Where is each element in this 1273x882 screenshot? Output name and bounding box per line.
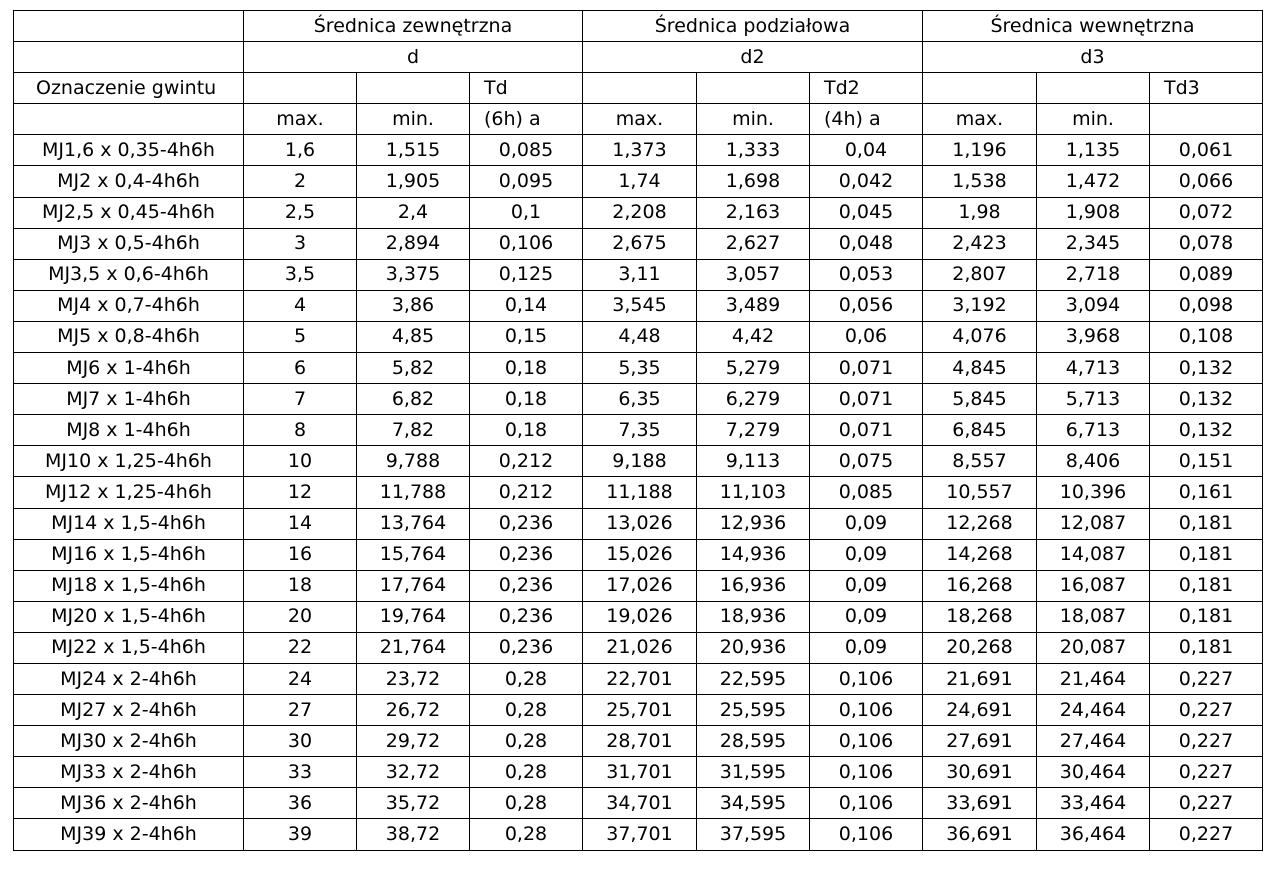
cell-td: 0,085: [470, 135, 583, 166]
header-tolerance-td3: Td3: [1150, 73, 1263, 104]
cell-d3-min: 6,713: [1037, 415, 1150, 446]
cell-d2-max: 25,701: [583, 695, 697, 726]
table-row: [14, 353, 1263, 384]
cell-d2-min: 20,936: [697, 632, 810, 663]
header-row-symbols: [14, 42, 1263, 73]
cell-d-max: 2,5: [244, 197, 357, 228]
cell-td2: 0,045: [810, 197, 923, 228]
cell-td3: 0,061: [1150, 135, 1263, 166]
cell-td3: 0,161: [1150, 477, 1263, 508]
table-row: [14, 477, 1263, 508]
cell-td: 0,28: [470, 663, 583, 694]
cell-d3-min: 36,464: [1037, 819, 1150, 850]
cell-d-max: 16: [244, 539, 357, 570]
cell-thread-designation: MJ27 x 2-4h6h: [14, 695, 244, 726]
header-max-d: max.: [244, 104, 357, 135]
cell-thread-designation: MJ3 x 0,5-4h6h: [14, 228, 244, 259]
cell-d2-max: 1,373: [583, 135, 697, 166]
cell-d2-min: 25,595: [697, 695, 810, 726]
cell-thread-designation: MJ22 x 1,5-4h6h: [14, 632, 244, 663]
cell-d-max: 39: [244, 819, 357, 850]
cell-td3: 0,181: [1150, 539, 1263, 570]
cell-d-max: 3,5: [244, 259, 357, 290]
cell-thread-designation: MJ6 x 1-4h6h: [14, 353, 244, 384]
table-row: [14, 135, 1263, 166]
header-row-sub: [14, 104, 1263, 135]
cell-d3-min: 24,464: [1037, 695, 1150, 726]
cell-thread-designation: MJ10 x 1,25-4h6h: [14, 446, 244, 477]
cell-d-min: 1,905: [357, 166, 470, 197]
cell-thread-designation: MJ33 x 2-4h6h: [14, 757, 244, 788]
cell-td: 0,236: [470, 508, 583, 539]
cell-d-min: 2,894: [357, 228, 470, 259]
cell-d3-min: 27,464: [1037, 726, 1150, 757]
thread-dimensions-table: [13, 10, 1263, 851]
cell-thread-designation: MJ1,6 x 0,35-4h6h: [14, 135, 244, 166]
cell-d3-min: 33,464: [1037, 788, 1150, 819]
table-row: [14, 228, 1263, 259]
cell-d-min: 7,82: [357, 415, 470, 446]
cell-d2-max: 2,675: [583, 228, 697, 259]
cell-td2: 0,09: [810, 539, 923, 570]
cell-td3: 0,227: [1150, 819, 1263, 850]
cell-td3: 0,227: [1150, 757, 1263, 788]
cell-td: 0,28: [470, 819, 583, 850]
header-row-groups: [14, 11, 1263, 42]
cell-td3: 0,132: [1150, 384, 1263, 415]
cell-d-min: 38,72: [357, 819, 470, 850]
cell-td: 0,15: [470, 321, 583, 352]
cell-d2-min: 16,936: [697, 570, 810, 601]
cell-d2-min: 37,595: [697, 819, 810, 850]
cell-d2-max: 15,026: [583, 539, 697, 570]
cell-thread-designation: MJ30 x 2-4h6h: [14, 726, 244, 757]
cell-td2: 0,106: [810, 788, 923, 819]
cell-d-min: 17,764: [357, 570, 470, 601]
cell-d3-max: 3,192: [923, 290, 1037, 321]
cell-d2-min: 11,103: [697, 477, 810, 508]
cell-d-max: 2: [244, 166, 357, 197]
cell-d2-max: 31,701: [583, 757, 697, 788]
header-thread-designation: Oznaczenie gwintu: [14, 73, 244, 104]
cell-d2-min: 7,279: [697, 415, 810, 446]
cell-td: 0,212: [470, 477, 583, 508]
cell-d2-max: 6,35: [583, 384, 697, 415]
table-row: [14, 601, 1263, 632]
cell-d-max: 18: [244, 570, 357, 601]
cell-td3: 0,227: [1150, 695, 1263, 726]
table-row: [14, 819, 1263, 850]
cell-thread-designation: MJ24 x 2-4h6h: [14, 663, 244, 694]
cell-d2-min: 14,936: [697, 539, 810, 570]
cell-td2: 0,06: [810, 321, 923, 352]
cell-d3-max: 30,691: [923, 757, 1037, 788]
cell-d-max: 1,6: [244, 135, 357, 166]
cell-td3: 0,181: [1150, 570, 1263, 601]
cell-td: 0,1: [470, 197, 583, 228]
cell-d2-max: 11,188: [583, 477, 697, 508]
cell-td3: 0,227: [1150, 726, 1263, 757]
cell-d2-max: 1,74: [583, 166, 697, 197]
cell-d2-max: 5,35: [583, 353, 697, 384]
cell-td3: 0,066: [1150, 166, 1263, 197]
cell-thread-designation: MJ2 x 0,4-4h6h: [14, 166, 244, 197]
cell-thread-designation: MJ5 x 0,8-4h6h: [14, 321, 244, 352]
header-empty-cell: [923, 73, 1037, 104]
cell-d-max: 5: [244, 321, 357, 352]
cell-d-min: 2,4: [357, 197, 470, 228]
cell-d-min: 3,375: [357, 259, 470, 290]
cell-d2-min: 4,42: [697, 321, 810, 352]
cell-td2: 0,048: [810, 228, 923, 259]
cell-d3-min: 5,713: [1037, 384, 1150, 415]
cell-d2-min: 1,698: [697, 166, 810, 197]
cell-td3: 0,181: [1150, 632, 1263, 663]
cell-td: 0,236: [470, 632, 583, 663]
cell-td3: 0,181: [1150, 508, 1263, 539]
cell-td2: 0,106: [810, 757, 923, 788]
cell-d-min: 15,764: [357, 539, 470, 570]
cell-td2: 0,106: [810, 695, 923, 726]
cell-d2-min: 12,936: [697, 508, 810, 539]
cell-td2: 0,056: [810, 290, 923, 321]
cell-td2: 0,04: [810, 135, 923, 166]
table-row: [14, 446, 1263, 477]
header-tol-class-d2: (4h) a: [810, 104, 923, 135]
table-row: [14, 321, 1263, 352]
table-row: [14, 539, 1263, 570]
cell-d2-max: 17,026: [583, 570, 697, 601]
cell-d-min: 5,82: [357, 353, 470, 384]
cell-td3: 0,078: [1150, 228, 1263, 259]
cell-d-min: 9,788: [357, 446, 470, 477]
cell-thread-designation: MJ3,5 x 0,6-4h6h: [14, 259, 244, 290]
cell-d3-max: 33,691: [923, 788, 1037, 819]
cell-d2-max: 21,026: [583, 632, 697, 663]
cell-d-min: 35,72: [357, 788, 470, 819]
header-tolerance-td2: Td2: [810, 73, 923, 104]
cell-td: 0,28: [470, 695, 583, 726]
cell-d3-max: 1,538: [923, 166, 1037, 197]
table-row: [14, 166, 1263, 197]
cell-d3-max: 4,845: [923, 353, 1037, 384]
cell-td2: 0,106: [810, 819, 923, 850]
cell-td3: 0,108: [1150, 321, 1263, 352]
cell-d2-max: 37,701: [583, 819, 697, 850]
cell-thread-designation: MJ14 x 1,5-4h6h: [14, 508, 244, 539]
cell-d2-max: 7,35: [583, 415, 697, 446]
header-row-tolerance: [14, 73, 1263, 104]
cell-thread-designation: MJ20 x 1,5-4h6h: [14, 601, 244, 632]
cell-td: 0,125: [470, 259, 583, 290]
cell-td: 0,095: [470, 166, 583, 197]
table-row: [14, 415, 1263, 446]
cell-d-max: 3: [244, 228, 357, 259]
cell-d-max: 10: [244, 446, 357, 477]
cell-d2-min: 5,279: [697, 353, 810, 384]
header-symbol-d2: d2: [583, 42, 923, 73]
cell-td: 0,212: [470, 446, 583, 477]
cell-d2-min: 2,627: [697, 228, 810, 259]
cell-d3-min: 3,094: [1037, 290, 1150, 321]
table-row: [14, 663, 1263, 694]
cell-d-max: 30: [244, 726, 357, 757]
cell-td: 0,18: [470, 415, 583, 446]
cell-d3-min: 2,345: [1037, 228, 1150, 259]
cell-d-max: 4: [244, 290, 357, 321]
cell-d-min: 23,72: [357, 663, 470, 694]
cell-d3-max: 2,423: [923, 228, 1037, 259]
cell-d3-min: 30,464: [1037, 757, 1150, 788]
cell-d2-min: 3,057: [697, 259, 810, 290]
header-empty-cell: [583, 73, 697, 104]
table-row: [14, 508, 1263, 539]
cell-d2-min: 28,595: [697, 726, 810, 757]
header-pitch-diameter: Średnica podziałowa: [583, 11, 923, 42]
cell-d3-max: 14,268: [923, 539, 1037, 570]
cell-d-min: 26,72: [357, 695, 470, 726]
header-outer-diameter: Średnica zewnętrzna: [244, 11, 583, 42]
cell-d2-min: 2,163: [697, 197, 810, 228]
cell-d3-min: 1,135: [1037, 135, 1150, 166]
cell-td3: 0,151: [1150, 446, 1263, 477]
header-max-d2: max.: [583, 104, 697, 135]
cell-d3-min: 3,968: [1037, 321, 1150, 352]
cell-td: 0,18: [470, 384, 583, 415]
cell-d-max: 7: [244, 384, 357, 415]
cell-d-max: 14: [244, 508, 357, 539]
header-empty-cell: [244, 73, 357, 104]
cell-d-min: 3,86: [357, 290, 470, 321]
cell-td: 0,28: [470, 726, 583, 757]
cell-d3-min: 4,713: [1037, 353, 1150, 384]
cell-d3-min: 1,472: [1037, 166, 1150, 197]
header-min-d3: min.: [1037, 104, 1150, 135]
cell-td3: 0,132: [1150, 353, 1263, 384]
cell-d-max: 33: [244, 757, 357, 788]
cell-thread-designation: MJ18 x 1,5-4h6h: [14, 570, 244, 601]
header-empty-cell: [14, 42, 244, 73]
cell-d3-max: 16,268: [923, 570, 1037, 601]
cell-td: 0,236: [470, 539, 583, 570]
cell-td2: 0,09: [810, 601, 923, 632]
cell-d-max: 20: [244, 601, 357, 632]
header-empty-cell: [1037, 73, 1150, 104]
cell-d2-min: 31,595: [697, 757, 810, 788]
table-row: [14, 695, 1263, 726]
cell-d-min: 4,85: [357, 321, 470, 352]
cell-td3: 0,072: [1150, 197, 1263, 228]
header-max-d3: max.: [923, 104, 1037, 135]
cell-d-max: 22: [244, 632, 357, 663]
cell-d2-min: 34,595: [697, 788, 810, 819]
table-row: [14, 197, 1263, 228]
cell-thread-designation: MJ4 x 0,7-4h6h: [14, 290, 244, 321]
cell-d3-min: 1,908: [1037, 197, 1150, 228]
cell-thread-designation: MJ16 x 1,5-4h6h: [14, 539, 244, 570]
header-corner-cell: [14, 11, 244, 42]
cell-d-max: 12: [244, 477, 357, 508]
cell-d2-min: 3,489: [697, 290, 810, 321]
cell-td3: 0,227: [1150, 663, 1263, 694]
cell-d2-min: 9,113: [697, 446, 810, 477]
cell-td: 0,28: [470, 757, 583, 788]
cell-d2-max: 3,545: [583, 290, 697, 321]
cell-d3-min: 21,464: [1037, 663, 1150, 694]
cell-d2-max: 9,188: [583, 446, 697, 477]
cell-td: 0,14: [470, 290, 583, 321]
table-row: [14, 570, 1263, 601]
cell-d3-max: 6,845: [923, 415, 1037, 446]
header-empty-cell: [697, 73, 810, 104]
cell-d-min: 6,82: [357, 384, 470, 415]
cell-td: 0,28: [470, 788, 583, 819]
cell-d2-max: 28,701: [583, 726, 697, 757]
cell-d-max: 6: [244, 353, 357, 384]
cell-d3-max: 36,691: [923, 819, 1037, 850]
cell-d3-max: 21,691: [923, 663, 1037, 694]
cell-d2-max: 22,701: [583, 663, 697, 694]
cell-d3-max: 5,845: [923, 384, 1037, 415]
table-row: [14, 726, 1263, 757]
cell-thread-designation: MJ12 x 1,25-4h6h: [14, 477, 244, 508]
cell-thread-designation: MJ7 x 1-4h6h: [14, 384, 244, 415]
header-tol-class-d: (6h) a: [470, 104, 583, 135]
cell-d3-max: 18,268: [923, 601, 1037, 632]
cell-td3: 0,089: [1150, 259, 1263, 290]
cell-d-min: 32,72: [357, 757, 470, 788]
cell-td2: 0,042: [810, 166, 923, 197]
table-row: [14, 290, 1263, 321]
cell-d3-max: 10,557: [923, 477, 1037, 508]
cell-d3-min: 10,396: [1037, 477, 1150, 508]
cell-d-min: 1,515: [357, 135, 470, 166]
header-empty-cell: [1150, 104, 1263, 135]
cell-d3-max: 1,196: [923, 135, 1037, 166]
cell-d3-min: 14,087: [1037, 539, 1150, 570]
cell-d-max: 8: [244, 415, 357, 446]
cell-td2: 0,09: [810, 570, 923, 601]
header-symbol-d: d: [244, 42, 583, 73]
table-row: [14, 632, 1263, 663]
cell-td2: 0,071: [810, 415, 923, 446]
cell-d3-max: 12,268: [923, 508, 1037, 539]
cell-td2: 0,053: [810, 259, 923, 290]
cell-d2-max: 19,026: [583, 601, 697, 632]
cell-td2: 0,106: [810, 663, 923, 694]
cell-d2-min: 18,936: [697, 601, 810, 632]
cell-d3-max: 1,98: [923, 197, 1037, 228]
cell-d-min: 21,764: [357, 632, 470, 663]
cell-thread-designation: MJ36 x 2-4h6h: [14, 788, 244, 819]
cell-d2-max: 34,701: [583, 788, 697, 819]
cell-d-min: 29,72: [357, 726, 470, 757]
cell-td3: 0,132: [1150, 415, 1263, 446]
cell-thread-designation: MJ2,5 x 0,45-4h6h: [14, 197, 244, 228]
cell-td: 0,236: [470, 601, 583, 632]
cell-thread-designation: MJ8 x 1-4h6h: [14, 415, 244, 446]
cell-d-min: 13,764: [357, 508, 470, 539]
cell-td3: 0,181: [1150, 601, 1263, 632]
cell-td: 0,236: [470, 570, 583, 601]
cell-d2-min: 22,595: [697, 663, 810, 694]
cell-d2-max: 4,48: [583, 321, 697, 352]
table-row: [14, 259, 1263, 290]
table-row: [14, 788, 1263, 819]
cell-d3-max: 8,557: [923, 446, 1037, 477]
cell-td2: 0,071: [810, 353, 923, 384]
cell-d3-min: 8,406: [1037, 446, 1150, 477]
cell-d3-min: 18,087: [1037, 601, 1150, 632]
cell-td2: 0,071: [810, 384, 923, 415]
header-empty-cell: [14, 104, 244, 135]
cell-d-min: 11,788: [357, 477, 470, 508]
cell-td2: 0,106: [810, 726, 923, 757]
cell-td2: 0,085: [810, 477, 923, 508]
cell-d2-max: 3,11: [583, 259, 697, 290]
table-row: [14, 384, 1263, 415]
cell-d3-max: 2,807: [923, 259, 1037, 290]
table-row: [14, 757, 1263, 788]
cell-d3-max: 27,691: [923, 726, 1037, 757]
cell-d3-min: 12,087: [1037, 508, 1150, 539]
cell-td: 0,106: [470, 228, 583, 259]
header-tolerance-td: Td: [470, 73, 583, 104]
cell-td3: 0,098: [1150, 290, 1263, 321]
cell-d3-max: 24,691: [923, 695, 1037, 726]
cell-d3-min: 2,718: [1037, 259, 1150, 290]
cell-d3-min: 16,087: [1037, 570, 1150, 601]
cell-d-max: 36: [244, 788, 357, 819]
cell-d2-min: 1,333: [697, 135, 810, 166]
cell-d3-max: 20,268: [923, 632, 1037, 663]
header-inner-diameter: Średnica wewnętrzna: [923, 11, 1263, 42]
header-min-d: min.: [357, 104, 470, 135]
cell-d2-max: 2,208: [583, 197, 697, 228]
cell-d3-min: 20,087: [1037, 632, 1150, 663]
header-empty-cell: [357, 73, 470, 104]
cell-td: 0,18: [470, 353, 583, 384]
cell-d-max: 24: [244, 663, 357, 694]
cell-d-min: 19,764: [357, 601, 470, 632]
cell-d2-min: 6,279: [697, 384, 810, 415]
header-min-d2: min.: [697, 104, 810, 135]
cell-d2-max: 13,026: [583, 508, 697, 539]
cell-thread-designation: MJ39 x 2-4h6h: [14, 819, 244, 850]
cell-td2: 0,09: [810, 632, 923, 663]
cell-td3: 0,227: [1150, 788, 1263, 819]
cell-td2: 0,09: [810, 508, 923, 539]
header-symbol-d3: d3: [923, 42, 1263, 73]
cell-d-max: 27: [244, 695, 357, 726]
cell-d3-max: 4,076: [923, 321, 1037, 352]
cell-td2: 0,075: [810, 446, 923, 477]
